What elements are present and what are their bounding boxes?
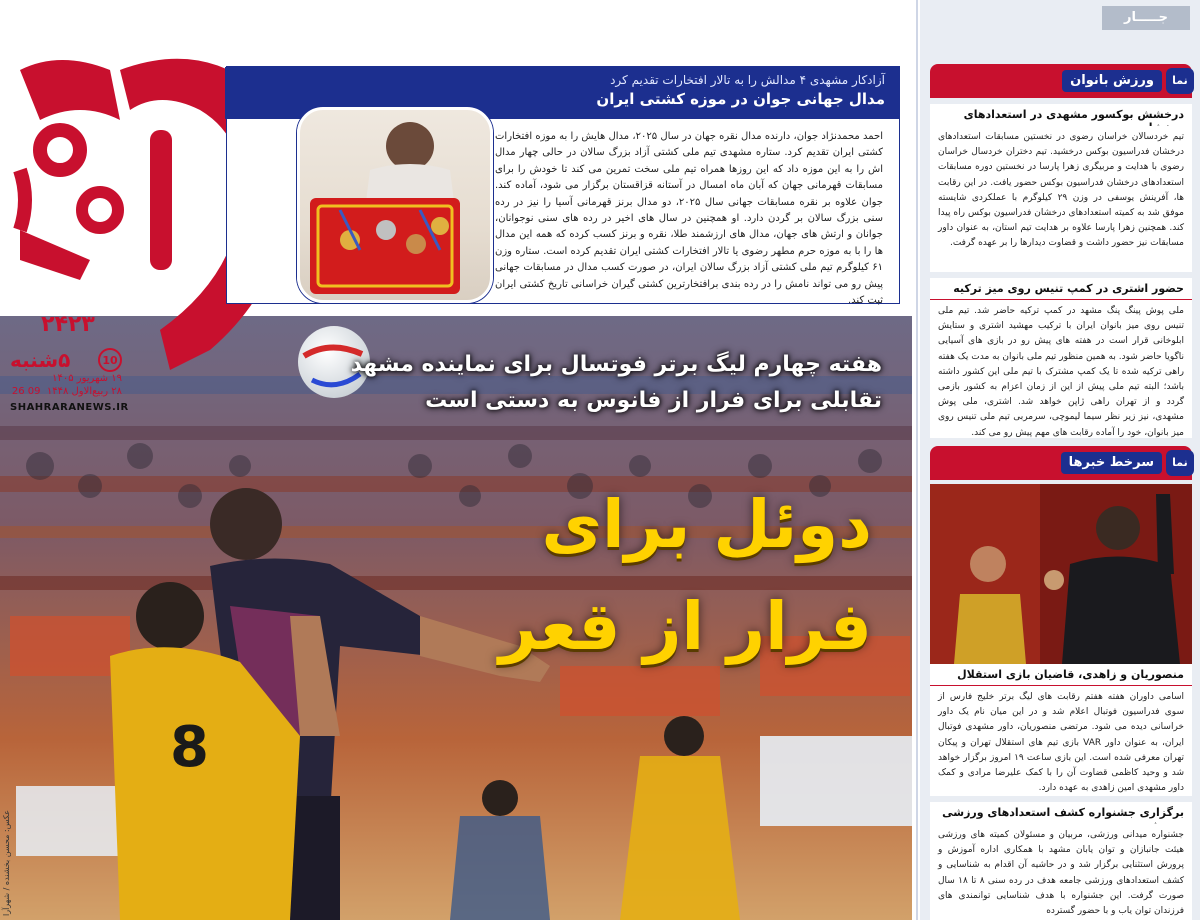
day-line bbox=[10, 348, 122, 372]
sidebar bbox=[920, 0, 1200, 920]
hero-section bbox=[0, 316, 912, 920]
site-url: SHAHRARANEWS.IR bbox=[10, 402, 129, 413]
column-divider-line bbox=[916, 0, 918, 920]
hero-headline-line-2: فرار از قعر bbox=[499, 588, 872, 665]
date-hijri bbox=[10, 385, 122, 398]
hero-kicker-line-1: هفته چهارم لیگ برتر فوتسال برای نماینده مشهد bbox=[350, 352, 882, 377]
story-body: ملی پوش پینگ پنگ مشهد در کمپ ترکیه حاضر شد. تیم ملی تنیس روی میز بانوان ایران با ترکیب مهشید اشتری و ستایش ابلوخانی قرار است در هفته های پیش رو در بازی های آسیایی ناگویا حاضر شود. به همین منظور تیم ملی بانوان به مدت یک هفته راهی ترکیه شده تا یک کمپ مشترک با تیم ملی این کشور داشته باشد؛ البته تیم ملی پیش از این از زمان اعزام به کشور بازمی گردد و از تهران راهی ژاپن خواهد شد. اشتری، ملی پوش مشهدی، نیز زیر نظر سیما لیموچی، سرمربی تیم ملی تنیس روی میز بانوان، خود را آماده رقابت های مهم پیش رو می کند. bbox=[930, 300, 1192, 438]
date-gregorian: 09 26 bbox=[11, 386, 41, 397]
nama-icon: نما bbox=[1166, 68, 1194, 94]
day-name: ۵شنبه bbox=[10, 348, 71, 372]
top-story-headline: مدال جهانی جوان در موزه کشتی ایران bbox=[596, 90, 885, 108]
story-body: جشنواره میدانی ورزشی، مربیان و مسئولان کمیته های ورزشی هیئت جانبازان و توان یابان مشهد با همکاری اداره آموزش و پرورش استثنایی برگزار شد و در حاشیه آن اقدام به شناسایی و کشف استعدادهای ورزشی جامعه هدف در رده سنی ۸ تا ۱۸ سال صورت گرفت. این جشنواره با هدف شناسایی توانمندی های فرزندان توان یاب و با حضور گسترده bbox=[930, 824, 1192, 920]
story-headline: حضور اشتری در کمپ تنیس روی میز ترکیه bbox=[930, 278, 1192, 300]
referee-photo bbox=[930, 484, 1192, 664]
hero-headline-line-1: دوئل برای bbox=[541, 486, 872, 563]
section-banner-headlines bbox=[930, 446, 1192, 480]
top-story-kicker: آزادکار مشهدی ۴ مدالش را به تالار افتخارات تقدیم کرد bbox=[610, 73, 885, 87]
page-badge: 10 bbox=[98, 348, 122, 372]
top-story-body: احمد محمدنژاد جوان، دارنده مدال نقره جهان در سال ۲۰۲۵، مدال هایش را به موزه افتخارات کشتی ایران تقدیم کرد. ستاره مشهدی تیم ملی کشتی آزاد بزرگ سالان در حالی چهار مدال اش را به این موزه داد که این روزها همراه تیم ملی سخت تمرین می کند تا خودش را برای مسابقات قهرمانی جهان که آبان ماه امسال در آستانه قزاقستان برگزار می شود، آماده کند. جوان علاوه بر نقره مسابقات جهانی سال ۲۰۲۵، دو مدال برنز قهرمانی آسیا را نیز در رده سنی بزرگ سالان بر گردن دارد. او همچنین در سال های اخیر در رده های سنی نوجوانان، جوانان و ارتش های جهان، مدال های ارزشمند طلا، نقره و برنز کسب کرده که همه این مدال ها را با به موزه حرم مطهر رضوی یا تالار افتخارات کشتی ایران تقدیم کرده است. ستاره وزن ۶۱ کیلوگرم تیم ملی کشتی آزاد بزرگ سالان ایران، در صورت کسب مدال در مسابقات جهانی پیش رو می تواند نامش را در رده بندی برافتخارترین کشتی گیران خراسانی تاریخ کشتی ایران ثبت کند. bbox=[495, 131, 883, 307]
svg-text:8: 8 bbox=[170, 715, 209, 780]
issue-number: ۲۴۲۳ bbox=[41, 312, 95, 337]
story-headline: درخشش بوکسور مشهدی در استعدادهای bbox=[930, 104, 1192, 139]
story-body: اسامی داوران هفته هفتم رقابت های لیگ برتر خلیج فارس از سوی فدراسیون فوتبال اعلام شد و در این میان نام یک داور خراسانی دیده می شود. مرتضی منصوریان، داور مشهدی فوتبال ایران، به عنوان داور VAR بازی تیم های استقلال تهران و پیکان تهران معرفی شده است. این بازی ساعت ۱۹ امروز برگزار خواهد شد و وحید کاظمی قضاوت آن را با کمک علیرضا مرادی و کمک داور مشهدی امین زاهدی به عهده دارد. bbox=[930, 686, 1192, 796]
story-body: تیم خردسالان خراسان رضوی در نخستین مسابقات استعدادهای درخشان فدراسیون بوکس درخشید. تیم دختران خردسال خراسان رضوی با هدایت و مربیگری زهرا پارسا در نخستین دوره مسابقات استعدادهای درخشان فدراسیون بوکس حضور یافت. در این رقابت ها، آفرینش یوسفی در وزن ۲۹ کیلوگرم با عملکردی شایسته موفق شد به کمیته استعدادهای درخشان فدراسیون بوکس راه پیدا کند. همچنین زهرا پارسا علاوه بر هدایت تیم استان، به عنوان داور مسابقات نیز حضور داشت و قضاوت دیدارها را بر عهده گرفت. bbox=[930, 126, 1192, 272]
wrestler-medals-photo bbox=[297, 107, 493, 303]
date-hijri-text: ۲۸ ربیع‌الاول ۱۴۴۸ bbox=[46, 386, 122, 397]
sidebar-tab: جـــــار bbox=[1102, 6, 1190, 30]
date-box bbox=[10, 348, 129, 413]
top-story bbox=[226, 66, 900, 307]
section-badge: ورزش بانوان bbox=[1062, 70, 1162, 92]
section-banner-women-sports bbox=[930, 64, 1192, 98]
date-persian: ۱۹ شهریور ۱۴۰۵ bbox=[52, 373, 122, 384]
photo-credit: عکس: محسن بخشنده / شهرآرا bbox=[2, 809, 11, 916]
nama-icon: نما bbox=[1166, 450, 1194, 476]
hero-kicker-line-2: تقابلی برای فرار از فانوس به دستی است bbox=[425, 388, 882, 413]
story-headline: برگزاری جشنواره کشف استعدادهای ورزشی bbox=[930, 802, 1192, 837]
story-headline: منصوریان و زاهدی، قاضیان بازی استقلال bbox=[930, 664, 1192, 686]
section-badge: سرخط خبرها bbox=[1061, 452, 1162, 474]
